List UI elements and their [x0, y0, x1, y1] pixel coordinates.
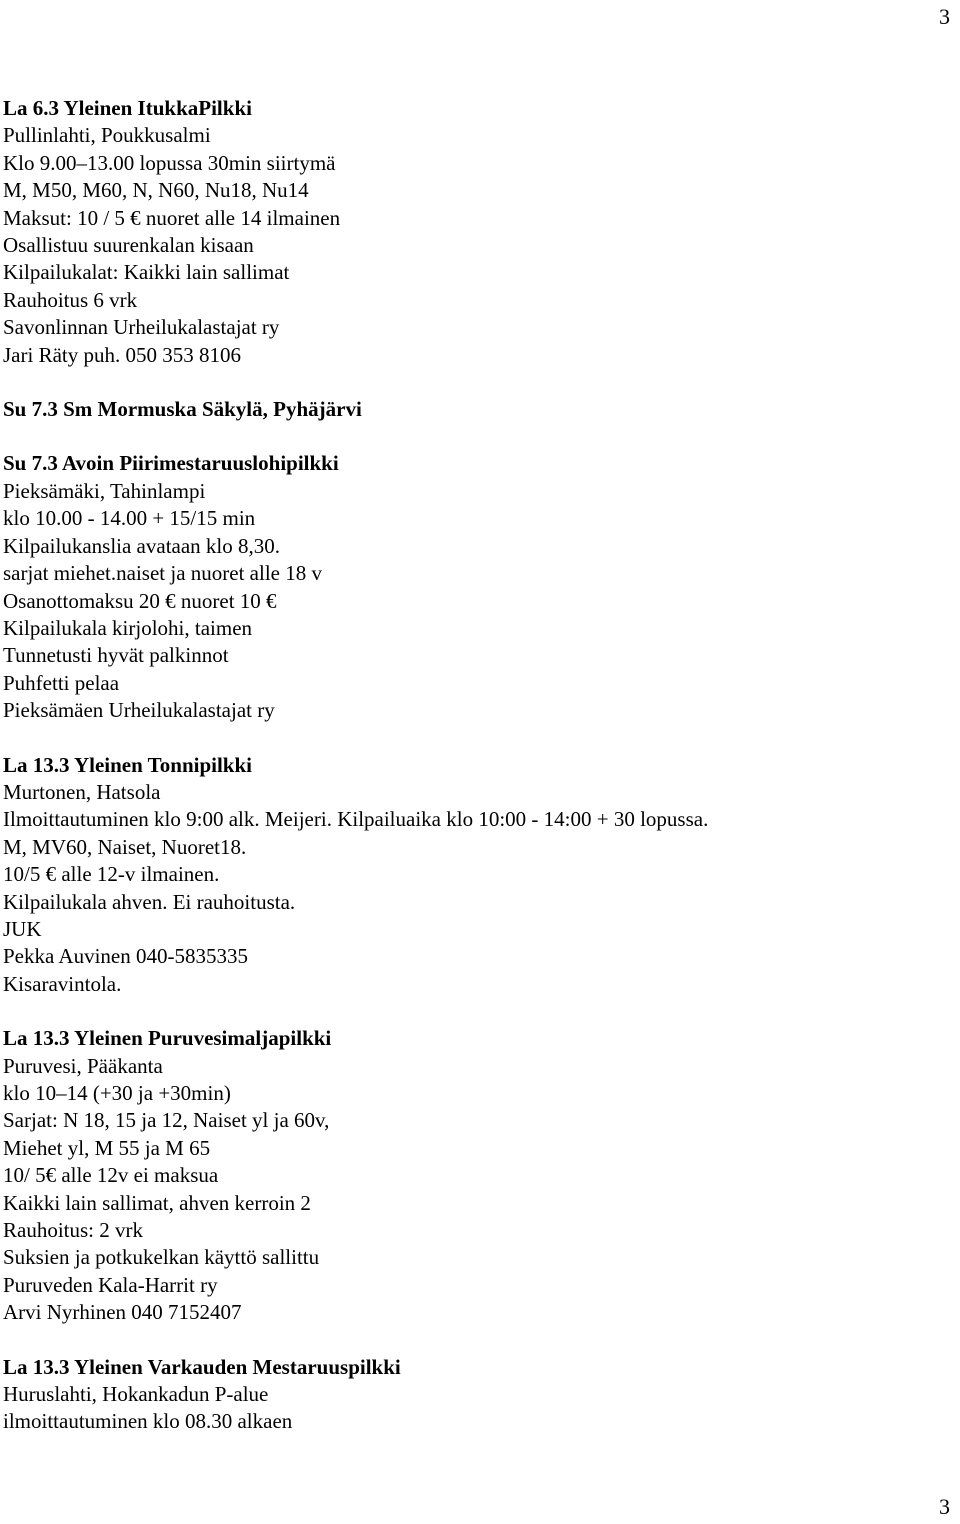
event-detail-line: M, M50, M60, N, N60, Nu18, Nu14: [3, 178, 309, 203]
event-detail-line: Pieksämäen Urheilukalastajat ry: [3, 698, 275, 723]
event-detail-line: Tunnetusti hyvät palkinnot: [3, 643, 229, 668]
event-detail-line: JUK: [3, 916, 42, 941]
event-detail-line: sarjat miehet.naiset ja nuoret alle 18 v: [3, 561, 322, 586]
event-detail-line: Kisaravintola.: [3, 971, 122, 996]
event-detail-line: Arvi Nyrhinen 040 7152407: [3, 1300, 242, 1325]
event-detail-line: Puruveden Kala-Harrit ry: [3, 1272, 218, 1297]
event-detail-line: 10/ 5€ alle 12v ei maksua: [3, 1163, 219, 1188]
event-heading: La 13.3 Yleinen Tonnipilkki: [3, 752, 252, 777]
event-section-mormuska: [3, 396, 943, 423]
event-detail-line: Rauhoitus 6 vrk: [3, 287, 138, 312]
event-detail-line: Kilpailukanslia avataan klo 8,30.: [3, 533, 281, 558]
event-detail-line: Puruvesi, Pääkanta: [3, 1053, 163, 1078]
event-detail-line: M, MV60, Naiset, Nuoret18.: [3, 834, 247, 859]
event-detail-line: Kilpailukala ahven. Ei rauhoitusta.: [3, 889, 296, 914]
event-detail-line: Kaikki lain sallimat, ahven kerroin 2: [3, 1190, 311, 1215]
event-detail-line: klo 10.00 - 14.00 + 15/15 min: [3, 506, 256, 531]
event-detail-line: Huruslahti, Hokankadun P-alue: [3, 1382, 269, 1407]
event-detail-line: Sarjat: N 18, 15 ja 12, Naiset yl ja 60v,: [3, 1108, 330, 1133]
event-heading: La 6.3 Yleinen ItukkaPilkki: [3, 96, 252, 120]
page-number-bottom: 3: [939, 1494, 950, 1519]
event-detail-line: Osanottomaksu 20 € nuoret 10 €: [3, 588, 277, 613]
event-section-puruvesimaljapilkki: [3, 1025, 943, 1326]
event-detail-line: Kilpailukalat: Kaikki lain sallimat: [3, 260, 290, 285]
event-heading: Su 7.3 Avoin Piirimestaruuslohipilkki: [3, 451, 339, 476]
event-section-tonnipilkki: [3, 752, 943, 999]
event-detail-line: Maksut: 10 / 5 € nuoret alle 14 ilmainen: [3, 205, 341, 230]
event-detail-line: Pieksämäki, Tahinlampi: [3, 478, 206, 503]
event-detail-line: Rauhoitus: 2 vrk: [3, 1218, 143, 1243]
event-section-itukkapilkki: [3, 95, 943, 369]
event-listing: [3, 95, 943, 1463]
event-detail-line: Suksien ja potkukelkan käyttö sallittu: [3, 1245, 320, 1270]
event-detail-line: Puhfetti pelaa: [3, 670, 120, 695]
event-heading: La 13.3 Yleinen Puruvesimaljapilkki: [3, 1026, 332, 1051]
event-detail-line: ilmoittautuminen klo 08.30 alkaen: [3, 1409, 293, 1434]
event-heading: La 13.3 Yleinen Varkauden Mestaruuspilkki: [3, 1354, 401, 1379]
event-detail-line: Jari Räty puh. 050 353 8106: [3, 342, 241, 367]
event-detail-line: Savonlinnan Urheilukalastajat ry: [3, 315, 280, 340]
event-heading: Su 7.3 Sm Mormuska Säkylä, Pyhäjärvi: [3, 397, 362, 422]
event-detail-line: Osallistuu suurenkalan kisaan: [3, 233, 254, 258]
event-detail-line: Pekka Auvinen 040-5835335: [3, 944, 248, 969]
event-detail-line: Ilmoittautuminen klo 9:00 alk. Meijeri. Kilpailuaika klo 10:00 - 14:00 + 30 lopussa.: [3, 807, 709, 832]
event-detail-line: Murtonen, Hatsola: [3, 779, 161, 804]
event-section-piirimestaruus: [3, 450, 943, 724]
event-detail-line: 10/5 € alle 12-v ilmainen.: [3, 862, 220, 887]
event-detail-line: Pullinlahti, Poukkusalmi: [3, 123, 211, 148]
event-detail-line: klo 10–14 (+30 ja +30min): [3, 1081, 231, 1105]
event-detail-line: Klo 9.00–13.00 lopussa 30min siirtymä: [3, 150, 336, 175]
event-detail-line: Miehet yl, M 55 ja M 65: [3, 1135, 211, 1160]
event-detail-line: Kilpailukala kirjolohi, taimen: [3, 615, 253, 640]
page-number-top: 3: [939, 4, 950, 29]
event-section-varkauden-mestaruus: [3, 1354, 943, 1436]
